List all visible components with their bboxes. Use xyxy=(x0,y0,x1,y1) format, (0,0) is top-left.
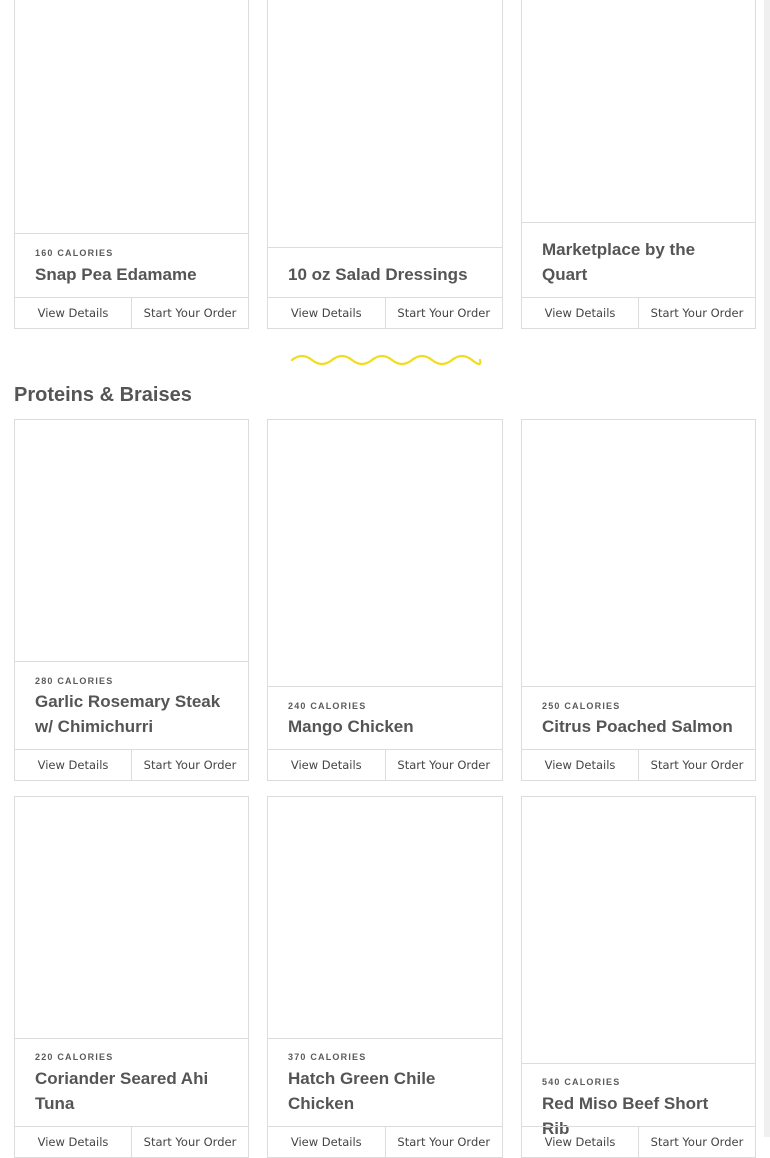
card-image[interactable] xyxy=(268,0,502,248)
calories-label: 250 CALORIES xyxy=(542,701,621,711)
section-title: Proteins & Braises xyxy=(14,384,192,406)
card-image[interactable] xyxy=(522,0,755,223)
card-actions xyxy=(15,1126,248,1157)
view-details-button[interactable]: View Details xyxy=(544,1135,616,1149)
view-details-button[interactable]: View Details xyxy=(37,1135,109,1149)
view-details-button[interactable]: View Details xyxy=(290,306,362,320)
card-actions xyxy=(268,749,502,780)
card-image[interactable] xyxy=(522,797,755,1064)
calories-label: 220 CALORIES xyxy=(35,1052,114,1062)
card-title[interactable]: Marketplace by the Quart xyxy=(542,240,696,284)
menu-card xyxy=(267,796,503,1158)
card-image[interactable] xyxy=(522,420,755,687)
start-order-button[interactable]: Start Your Order xyxy=(638,750,755,780)
card-title[interactable]: Garlic Rosemary Steak w/ Chimichurri xyxy=(35,692,221,736)
squiggle-divider xyxy=(290,352,482,368)
card-image[interactable] xyxy=(15,420,248,662)
card-image[interactable] xyxy=(15,0,248,234)
card-image[interactable] xyxy=(268,797,502,1039)
menu-card xyxy=(521,796,756,1158)
view-details-button[interactable]: View Details xyxy=(544,306,616,320)
card-title[interactable]: Coriander Seared Ahi Tuna xyxy=(35,1069,209,1113)
card-title[interactable]: 10 oz Salad Dressings xyxy=(288,265,468,284)
start-order-button[interactable]: Start Your Order xyxy=(638,1127,755,1157)
calories-label: 540 CALORIES xyxy=(542,1077,621,1087)
card-actions xyxy=(15,297,248,328)
menu-card xyxy=(521,0,756,329)
menu-card xyxy=(14,796,249,1158)
menu-card xyxy=(267,0,503,329)
calories-label: 280 CALORIES xyxy=(35,676,114,686)
menu-card xyxy=(14,419,249,781)
card-image[interactable] xyxy=(15,797,248,1039)
start-order-button[interactable]: Start Your Order xyxy=(385,1127,503,1157)
start-order-button[interactable]: Start Your Order xyxy=(385,750,503,780)
card-actions xyxy=(522,297,755,328)
card-title[interactable]: Mango Chicken xyxy=(288,717,414,736)
view-details-button[interactable]: View Details xyxy=(290,1135,362,1149)
card-image[interactable] xyxy=(268,420,502,687)
view-details-button[interactable]: View Details xyxy=(544,758,616,772)
card-title[interactable]: Snap Pea Edamame xyxy=(35,265,197,284)
menu-card xyxy=(521,419,756,781)
start-order-button[interactable]: Start Your Order xyxy=(385,298,503,328)
card-title[interactable]: Red Miso Beef Short Rib xyxy=(542,1094,709,1138)
card-actions xyxy=(268,1126,502,1157)
start-order-button[interactable]: Start Your Order xyxy=(131,750,248,780)
view-details-button[interactable]: View Details xyxy=(290,758,362,772)
calories-label: 240 CALORIES xyxy=(288,701,367,711)
menu-card xyxy=(14,0,249,329)
card-actions xyxy=(522,749,755,780)
menu-card xyxy=(267,419,503,781)
card-actions xyxy=(15,749,248,780)
card-title[interactable]: Citrus Poached Salmon xyxy=(542,717,733,736)
calories-label: 160 CALORIES xyxy=(35,248,114,258)
calories-label: 370 CALORIES xyxy=(288,1052,367,1062)
card-actions xyxy=(268,297,502,328)
card-title[interactable]: Hatch Green Chile Chicken xyxy=(288,1069,436,1113)
start-order-button[interactable]: Start Your Order xyxy=(131,1127,248,1157)
card-actions xyxy=(522,1126,755,1157)
start-order-button[interactable]: Start Your Order xyxy=(638,298,755,328)
view-details-button[interactable]: View Details xyxy=(37,758,109,772)
scrollbar[interactable] xyxy=(764,0,770,1137)
start-order-button[interactable]: Start Your Order xyxy=(131,298,248,328)
view-details-button[interactable]: View Details xyxy=(37,306,109,320)
